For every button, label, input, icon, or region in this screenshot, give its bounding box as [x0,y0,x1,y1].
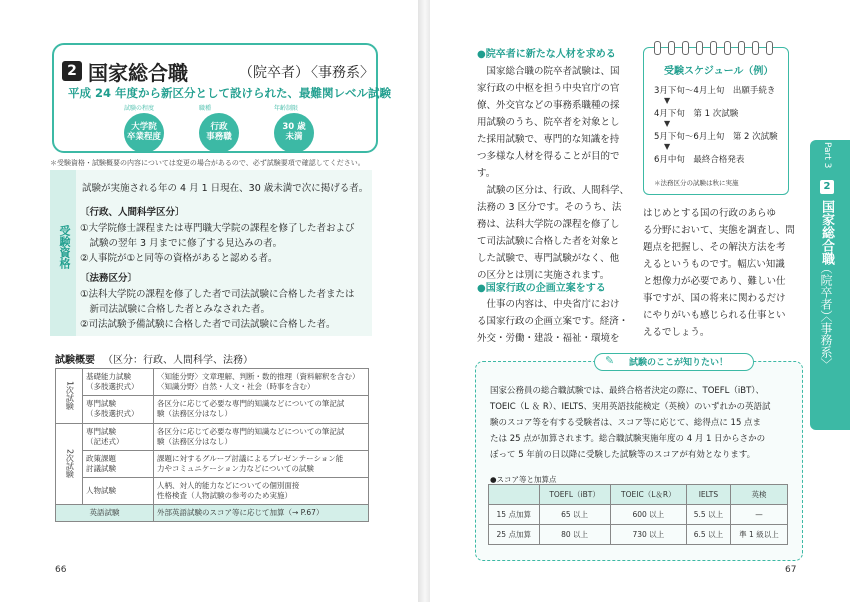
binder-ring [752,41,759,55]
age-limit-circle-value: 30 歳 未満 [274,113,314,153]
score-col-header: IELTS [686,485,730,505]
body-line: る国家行政の企画立案です。経済・ [477,316,629,327]
body-line: した試験で、専門試験がなく、他 [477,253,620,264]
job-type-circle [199,103,239,153]
table-row [56,396,369,423]
binder-ring [710,41,717,55]
table-row [56,478,369,505]
binder-ring [668,41,675,55]
section1-heading: ●院卒者に新たな人材を求める [477,49,616,60]
score-cell: 600 以上 [610,505,686,525]
score-cell: 6.5 以上 [686,525,730,545]
body-line: 法務の 3 区分です。そのうち、法 [477,202,622,213]
schedule-note: ＊法務区分の試験は秋に実施 [654,179,739,187]
left-page [0,0,420,602]
schedule-item: 5月下旬〜6月上旬 第 2 次試験 [654,132,778,142]
title-box [52,43,392,153]
page-number-right: 67 [785,565,797,575]
eligibility-line: 新司法試験に合格した者とみなされた者。 [80,304,271,315]
exam-group-label: 1次試験 [56,369,83,424]
exam-group-label: 2次試験 [56,423,83,505]
score-cell: 65 以上 [539,505,610,525]
exam-name: 専門試験 （記述式） [83,423,154,450]
level-circle-value: 大学院 卒業程度 [124,113,164,153]
job-type-circle-value: 行政 事務職 [199,113,239,153]
info-line: 験のスコア等を有する受験者は、スコア等に応じて、総得点に 15 点ま [490,418,762,428]
eligibility-label: 受験資格 [58,225,71,269]
binder-ring [654,41,661,55]
body-line: 外交・労働・建設・福祉・環境を [477,333,620,344]
body-line: つ多様な人材を得ることが目的で [477,151,620,162]
schedule-item: 4月下旬 第 1 次試験 [654,109,739,119]
info-heading: 試験のここが知りたい！ [629,358,729,368]
info-box [475,354,803,561]
body-line: 務は、法科大学院の課程を修了し [477,219,620,230]
tab-number: 2 [820,180,834,194]
info-line: 国家公務員の総合職試験では、最終合格者決定の際に、TOEFL（iBT）、 [490,386,765,396]
page-title-sub1: （院卒者） [239,65,309,81]
down-arrow-icon: ▼ [664,96,671,105]
body-line: 仕事の内容は、中央省庁におけ [477,299,620,310]
eligibility-line: ②司法試験予備試験に合格した者で司法試験に合格した者。 [80,319,336,330]
tab-title: 国家総合職 [819,200,834,265]
binder-ring [696,41,703,55]
score-table [488,484,788,545]
body-line: 国家総合職の院卒者試験は、国 [477,66,620,77]
exam-desc: 外部英語試験のスコア等に応じて加算（→ P.67） [154,505,369,522]
table-row [56,505,369,522]
binder-ring [738,41,745,55]
age-limit-circle [274,103,314,153]
info-heading-pill [594,353,754,371]
body-line: た採用試験で、専門的な知識を持 [477,134,620,145]
score-cell: 730 以上 [610,525,686,545]
exam-heading: 試験概要 [55,355,95,366]
score-col-header [489,485,540,505]
exam-desc: 人柄、対人的能力などについての個別面接 性格検査（人物試験の参考のため実施） [154,478,369,505]
binder-ring [766,41,773,55]
level-circle [124,103,164,153]
info-line: ぼって 5 年前の日以降に受験した試験等のスコアが有効となります。 [490,450,756,460]
score-col-header: 英検 [730,485,787,505]
score-col-header: TOEIC（L＆R） [610,485,686,505]
body-line: えるでしょう。 [643,327,710,338]
score-cell: 25 点加算 [489,525,540,545]
binder-ring [724,41,731,55]
body-line: 題点を把握し、その解決方法を考 [643,242,786,253]
exam-name: 基礎能力試験 （多肢選択式） [83,369,154,396]
exam-name: 専門試験 （多肢選択式） [83,396,154,423]
exam-desc: 各区分に応じて必要な専門的知識などについての筆記試 験（法務区分はなし） [154,396,369,423]
body-line: はじめとする国の行政のあらゆ [643,208,777,219]
exam-desc: 課題に対するグループ討議によるプレゼンテーション能 力やコミュニケーション力などについての試験 [154,450,369,477]
level-circle-label: 試験の程度 [124,105,155,112]
score-cell: — [730,505,787,525]
body-line: 用試験のうち、院卒者を対象とし [477,117,620,128]
exam-desc: 各区分に応じて必要な専門的知識などについての筆記試 験（法務区分はなし） [154,423,369,450]
tagline: 平成 24 年度から新区分として設けられた、最難関レベル試験 [68,86,392,100]
section2-heading: ●国家行政の企画立案をする [477,283,606,294]
page-title: 国家総合職 [88,61,188,85]
body-line: の区分とは別に実施されます。 [477,270,610,281]
score-heading: ●スコア等と加算点 [490,475,557,484]
table-row [489,525,788,545]
table-row [56,450,369,477]
eligibility-line: ②人事院が①と同等の資格があると認める者。 [80,253,278,264]
exam-name: 政策課題 討議試験 [83,450,154,477]
body-line: て司法試験に合格した者を対象と [477,236,620,247]
schedule-title: 受験スケジュール（例） [664,66,774,77]
disclaimer-note: ＊受験資格・試験概要の内容については変更の場合があるので、必ず試験要項で確認してください。 [50,159,365,167]
eligibility-line: 試験の翌年 3 月までに修了する見込みの者。 [80,238,283,249]
down-arrow-icon: ▼ [664,119,671,128]
table-row [56,423,369,450]
body-line: えるというものです。幅広い知識 [643,259,785,270]
exam-name: 人物試験 [83,478,154,505]
body-line: と想像力が必要であり、難しい仕 [643,276,786,287]
table-row [489,505,788,525]
eligibility-line: ①大学院修士課程または専門職大学院の課程を修了した者および [80,223,355,234]
eligibility-line: ①法科大学院の課程を修了した者で司法試験に合格した者または [80,289,355,300]
body-line: 僚、外交官などの事務系職種の採 [477,100,620,111]
tab-sub2: 〈事務系〉 [819,310,833,370]
score-cell: 80 以上 [539,525,610,545]
section-number-badge: 2 [62,61,82,81]
info-line: たは 25 点が加算されます。総合職試験実施年度の 4 月 1 日からさかの [490,434,766,444]
eligibility-line: 〔行政、人間科学区分〕 [80,207,185,218]
exam-name: 英語試験 [56,505,154,522]
age-limit-circle-label: 年齢制限 [274,105,299,112]
body-line: す。 [477,168,496,179]
tab-part-label: Part 3 [822,142,832,169]
score-cell: 5.5 以上 [686,505,730,525]
schedule-item: 6月中旬 最終合格発表 [654,155,745,165]
score-cell: 準 1 級以上 [730,525,787,545]
body-line: 家行政の中枢を担う中央官庁の官 [477,83,620,94]
eligibility-body [76,170,372,336]
body-line: 事ですが、国の将来に関わるだけ [643,293,786,304]
eligibility-line: 〔法務区分〕 [80,273,138,284]
body-line: にやりがいも感じられる仕事とい [643,310,786,321]
body-line: 試験の区分は、行政、人間科学、 [477,185,630,196]
score-col-header: TOEFL（iBT） [539,485,610,505]
score-cell: 15 点加算 [489,505,540,525]
schedule-box [643,47,789,195]
eligibility-line: 試験が実施される年の 4 月 1 日現在、30 歳未満で次に掲げる者。 [82,183,369,194]
schedule-item: 3月下旬〜4月上旬 出願手続き [654,86,776,96]
info-line: TOEIC（L ＆ R）、IELTS、実用英語技能検定（英検）のいずれかの英語試 [490,402,771,412]
exam-heading-sub: （区分：行政、人間科学、法務） [103,355,253,366]
table-row [489,485,788,505]
table-row [56,369,369,396]
body-line: る分野において、実態を調査し、問 [643,225,795,236]
binder-ring [682,41,689,55]
exam-desc: 〈知能分野〉文章理解、判断・数的推理（資料解釈を含む） 〈知識分野〉自然・人文・社会（時事を含む） [154,369,369,396]
page-title-sub2: 〈事務系〉 [304,65,374,81]
tab-sub1: （院卒者） [819,262,833,322]
job-type-circle-label: 職種 [199,105,212,112]
right-page [430,0,850,602]
pencil-icon: ✎ [605,354,615,367]
exam-table [55,368,369,522]
page-number-left: 66 [55,565,67,575]
down-arrow-icon: ▼ [664,142,671,151]
